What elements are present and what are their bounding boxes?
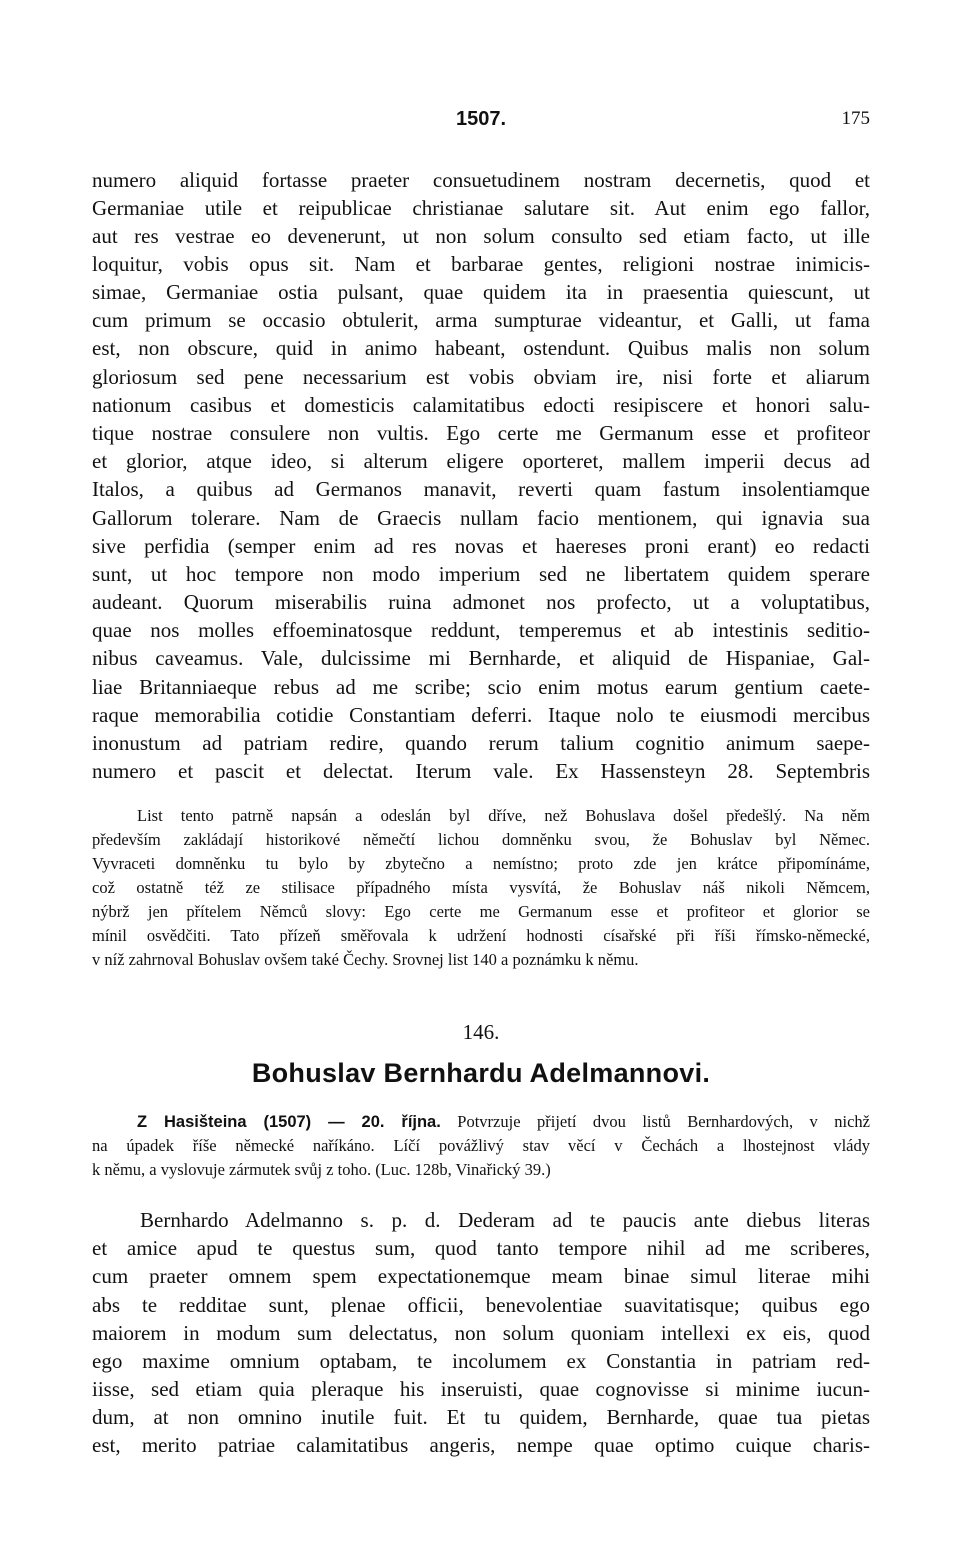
note-line: mínil osvědčiti. Tato přízeň směřovala k udržení hodnosti císařské při říši římsko-německé, xyxy=(92,926,870,945)
note-line: především zakládají historikové němečtí lichou domněnku svou, že Bohuslav byl Němec. xyxy=(92,830,870,849)
letter-title: Bohuslav Bernhardu Adelmannovi. xyxy=(251,1058,711,1088)
text-line: sunt, ut hoc tempore non modo imperium sed ne libertatem quidem sperare xyxy=(92,562,870,586)
text-line: raque memorabilia cotidie Constantiam deferri. Itaque nolo te eiusmodi mercibus xyxy=(92,703,870,727)
text-line: loquitur, vobis opus sit. Nam et barbarae gentes, religioni nostrae inimicis- xyxy=(92,252,870,276)
note-line: což ostatně též ze stilisace případného místa vysvítá, že Bohuslav náš nikoli Němcem, xyxy=(92,878,870,897)
text-line: numero et pascit et delectat. Iterum vale. Ex Hassensteyn 28. Septembris xyxy=(92,759,870,783)
text-line: iisse, sed etiam quia pleraque his inseruisti, quae cognovisse si minime iucun- xyxy=(92,1377,870,1401)
text-line: nationum casibus et domesticis calamitatibus edocti resipiscere et honori salu- xyxy=(92,393,870,417)
text-line: audeant. Quorum miserabilis ruina admonet nos profecto, ut a voluptatibus, xyxy=(92,590,870,614)
header-year: 1507. xyxy=(455,108,507,130)
note-line: nýbrž jen přítelem Němců slovy: Ego certe me Germanum esse et profiteor et glorior se xyxy=(92,902,870,921)
place-date: Z Hasišteina (1507) — 20. října. xyxy=(137,1113,441,1131)
text-line: quae nos molles effoeminatosque reddunt, temperemus et ab intestinis seditio- xyxy=(92,618,870,642)
note-line: Vyvraceti domněnku tu bylo by zbytečno a nemístno; proto zde jen krátce připomínáme, xyxy=(92,854,870,873)
text-line: tique nostrae consulere non vultis. Ego certe me Germanum esse et profiteor xyxy=(92,421,870,445)
summary-line: na úpadek říše německé naříkáno. Líčí povážlivý stav věcí v Čechách a lhostejnost vlády xyxy=(92,1136,870,1155)
text-line: est, non obscure, quid in animo habeant, ostendunt. Quibus malis non solum xyxy=(92,336,870,360)
text-line: est, merito patriae calamitatibus angeris, nempe quae optimo cuique charis- xyxy=(92,1433,870,1457)
text-line: cum praeter omnem spem expectationemque meam binae simul literae mihi xyxy=(92,1264,870,1288)
text-line: Italos, a quibus ad Germanos manavit, reverti quam fastum insolentiamque xyxy=(92,477,870,501)
page-number: 175 xyxy=(841,108,870,129)
summary-line: k němu, a vyslovuje zármutek svůj z toho. (Luc. 128b, Vinařický 39.) xyxy=(92,1160,551,1179)
text-line: numero aliquid fortasse praeter consuetudinem nostram decernetis, quod et xyxy=(92,168,870,192)
text-line: maiorem in modum sum delectatus, non solum quoniam intellexi ex eis, quod xyxy=(92,1321,870,1345)
text-line: Bernhardo Adelmanno s. p. d. Dederam ad te paucis ante diebus literas xyxy=(140,1208,870,1232)
text-line: ego maxime omnium optabam, te incolumem ex Constantia in patriam red- xyxy=(92,1349,870,1373)
text-line: et glorior, atque ideo, si alterum eligere oporteret, mallem imperii decus ad xyxy=(92,449,870,473)
text-line: inonustum ad patriam redire, quando rerum talium cognitio animum saepe- xyxy=(92,731,870,755)
text-line: Gallorum tolerare. Nam de Graecis nullam facio mentionem, qui ignavia sua xyxy=(92,506,870,530)
text-line: abs te redditae sunt, plenae officii, benevolentiae suavitatisque; quibus ego xyxy=(92,1293,870,1317)
letter-number: 146. xyxy=(462,1020,500,1044)
text-line: cum primum se occasio obtulerit, arma sumpturae videantur, et Galli, ut fama xyxy=(92,308,870,332)
text-line: Germaniae utile et reipublicae christianae salutare sit. Aut enim ego fallor, xyxy=(92,196,870,220)
text-line: gloriosum sed pene necessarium est vobis obviam ire, nisi forte et aliarum xyxy=(92,365,870,389)
text-line: aut res vestrae eo devenerunt, ut non solum consulto sed etiam facto, ut ille xyxy=(92,224,870,248)
text-line: simae, Germaniae ostia pulsant, quae quidem ita in praesentia quiescunt, ut xyxy=(92,280,870,304)
running-header xyxy=(92,108,870,136)
summary-line xyxy=(92,1111,870,1133)
note-line: List tento patrně napsán a odeslán byl dříve, než Bohuslava došel předešlý. Na něm xyxy=(137,806,870,825)
text-line: sive perfidia (semper enim ad res novas et haereses proni erant) eo redacti xyxy=(92,534,870,558)
text-line: liae Britanniaeque rebus ad me scribe; scio enim motus earum gentium caete- xyxy=(92,675,870,699)
summary-text: Potvrzuje přijetí dvou listů Bernhardových, v nichž xyxy=(440,1112,870,1131)
text-line: et amice apud te questus sum, quod tanto tempore nihil ad me scriberes, xyxy=(92,1236,870,1260)
note-line: v níž zahrnoval Bohuslav ovšem také Čechy. Srovnej list 140 a poznámku k němu. xyxy=(92,950,639,969)
text-line: nibus caveamus. Vale, dulcissime mi Bernharde, et aliquid de Hispaniae, Gal- xyxy=(92,646,870,670)
text-line: dum, at non omnino inutile fuit. Et tu quidem, Bernharde, quae tua pietas xyxy=(92,1405,870,1429)
